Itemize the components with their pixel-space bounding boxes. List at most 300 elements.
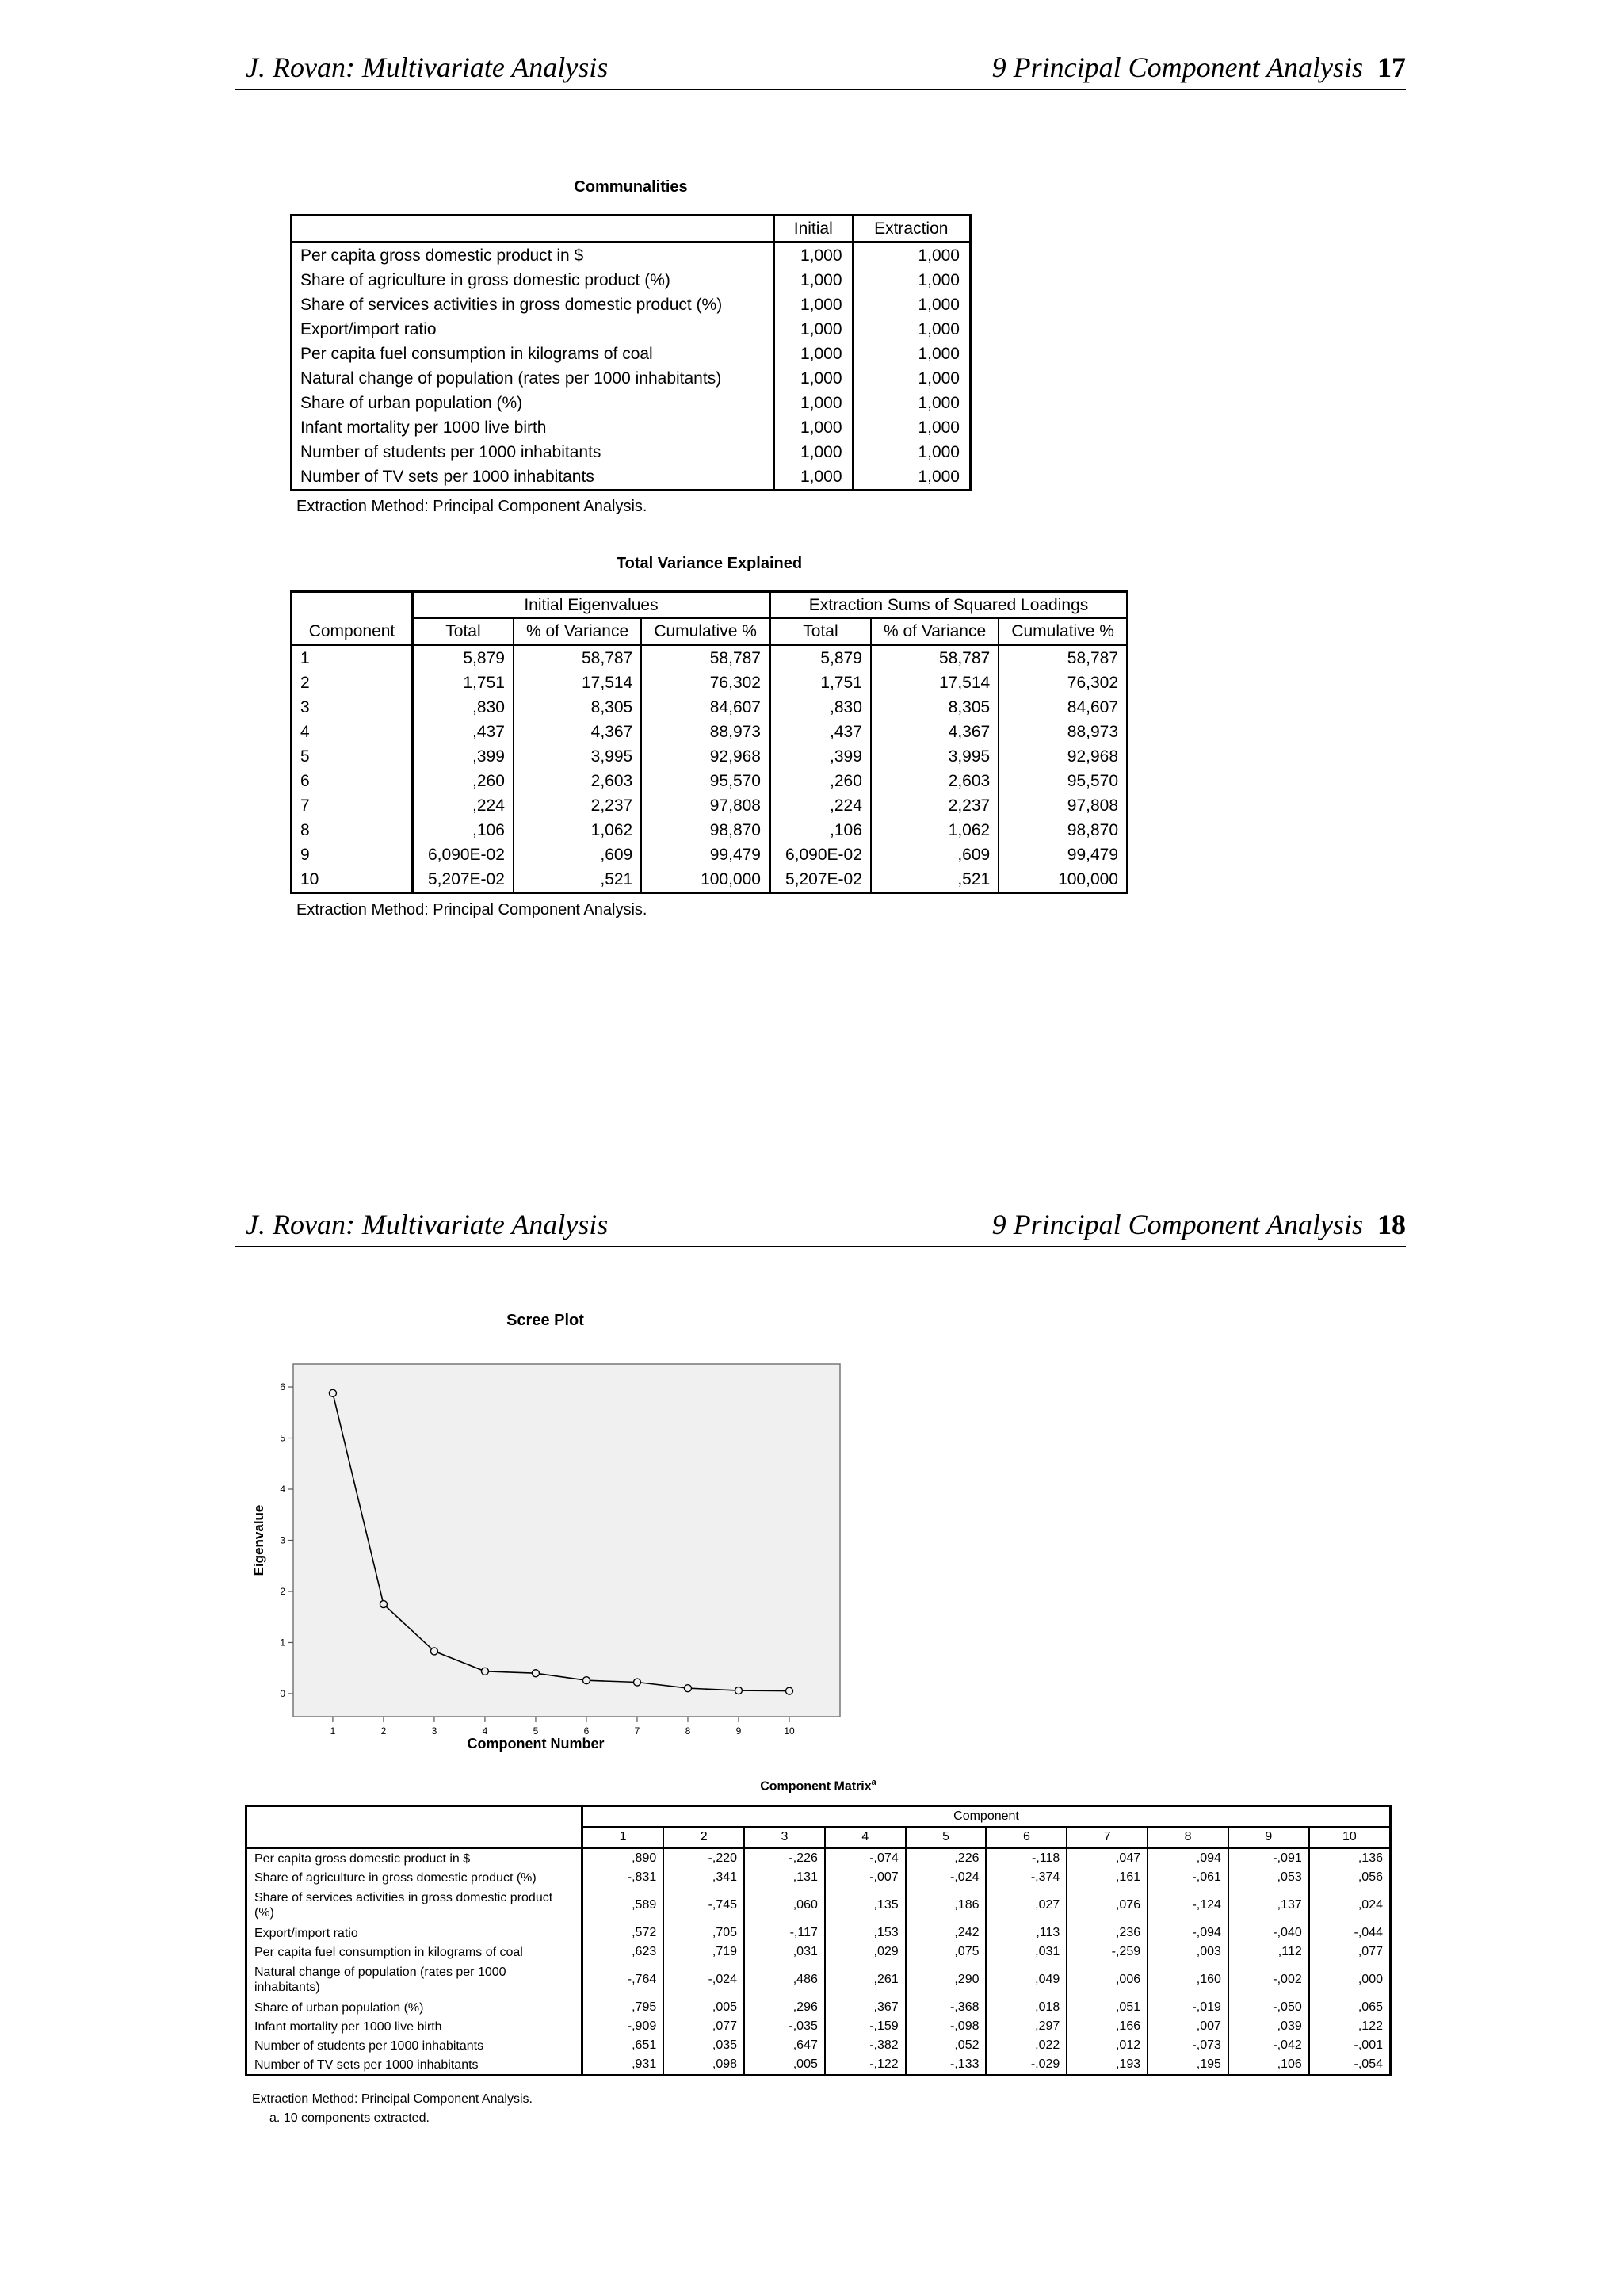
component-number: 8 xyxy=(300,821,310,839)
loading-value: ,226 xyxy=(906,1848,987,1869)
extraction-value: 1,000 xyxy=(853,292,971,317)
extraction-value: 1,000 xyxy=(853,440,971,464)
loading-value: -,054 xyxy=(1309,2055,1391,2076)
y-tick-label: 2 xyxy=(280,1585,285,1597)
initial-pct-variance: 17,514 xyxy=(514,670,641,695)
page-header-18 xyxy=(235,1190,1406,1247)
component-number: 2 xyxy=(300,674,310,692)
initial-value: 1,000 xyxy=(774,342,853,366)
y-tick-label: 4 xyxy=(280,1484,285,1496)
loading-value: ,031 xyxy=(744,1943,825,1962)
table-row xyxy=(246,1887,1391,1924)
data-point xyxy=(532,1670,539,1677)
loading-value: -,745 xyxy=(663,1887,744,1924)
x-tick-label: 5 xyxy=(533,1725,539,1736)
variance-title: Total Variance Explained xyxy=(616,555,803,572)
loading-value: ,242 xyxy=(906,1924,987,1943)
table-row xyxy=(292,243,971,269)
component-matrix-table xyxy=(245,1805,1392,2076)
row-label: Share of agriculture in gross domestic product (%) xyxy=(254,1870,537,1885)
row-label: Natural change of population (rates per 1000 inhabitants) xyxy=(254,1966,506,1994)
footnote-a-marker: a. xyxy=(269,2111,281,2125)
loading-value: -,002 xyxy=(1228,1962,1309,1998)
extraction-total: ,106 xyxy=(769,818,870,842)
row-label: Per capita gross domestic product in $ xyxy=(300,246,584,265)
col-pct-variance: % of Variance xyxy=(871,618,999,645)
extraction-value: 1,000 xyxy=(853,268,971,292)
loading-value: ,705 xyxy=(663,1924,744,1943)
component-number: 6 xyxy=(300,772,310,790)
data-point xyxy=(329,1389,336,1396)
initial-pct-variance: 58,787 xyxy=(514,645,641,671)
row-label: Infant mortality per 1000 live birth xyxy=(300,418,547,437)
header-blank xyxy=(246,1827,582,1848)
initial-value: 1,000 xyxy=(774,268,853,292)
initial-cumulative: 100,000 xyxy=(641,867,769,893)
initial-total: 5,207E-02 xyxy=(413,867,514,893)
loading-value: -,073 xyxy=(1148,2036,1228,2055)
col-component-7: 7 xyxy=(1067,1827,1148,1848)
extraction-pct-variance: 58,787 xyxy=(871,645,999,671)
loading-value: -,118 xyxy=(986,1848,1067,1869)
loading-value: ,094 xyxy=(1148,1848,1228,1869)
row-label: Share of urban population (%) xyxy=(300,394,523,412)
loading-value: ,137 xyxy=(1228,1887,1309,1924)
loading-value: -,024 xyxy=(906,1868,987,1887)
loading-value: ,160 xyxy=(1148,1962,1228,1998)
extraction-cumulative: 88,973 xyxy=(999,720,1127,744)
loading-value: -,374 xyxy=(986,1868,1067,1887)
data-point xyxy=(735,1687,742,1694)
loading-value: ,341 xyxy=(663,1868,744,1887)
component-number: 3 xyxy=(300,698,310,716)
component-number: 10 xyxy=(300,870,319,888)
col-component-4: 4 xyxy=(825,1827,906,1848)
page-number: 17 xyxy=(1377,52,1406,83)
extraction-cumulative: 95,570 xyxy=(999,769,1127,793)
page-number: 18 xyxy=(1377,1209,1406,1240)
component-number: 7 xyxy=(300,797,310,815)
loading-value: ,000 xyxy=(1309,1962,1391,1998)
scree-plot xyxy=(235,1300,853,1759)
header-right xyxy=(992,1208,1406,1241)
component-number: 9 xyxy=(300,846,310,864)
loading-value: ,003 xyxy=(1148,1943,1228,1962)
row-label: Share of services activities in gross domestic product (%) xyxy=(300,296,723,314)
component-matrix-title xyxy=(245,1778,1392,1794)
table-row xyxy=(292,818,1128,842)
loading-value: ,022 xyxy=(986,2036,1067,2055)
loading-value: ,077 xyxy=(663,2017,744,2036)
loading-value: ,031 xyxy=(986,1943,1067,1962)
component-matrix-footnote-a xyxy=(269,2111,430,2126)
component-number: 5 xyxy=(300,747,310,766)
table-row xyxy=(292,440,971,464)
extraction-cumulative: 97,808 xyxy=(999,793,1127,818)
initial-total: 1,751 xyxy=(413,670,514,695)
extraction-cumulative: 100,000 xyxy=(999,867,1127,893)
loading-value: ,112 xyxy=(1228,1943,1309,1962)
loading-value: ,195 xyxy=(1148,2055,1228,2076)
extraction-pct-variance: 4,367 xyxy=(871,720,999,744)
col-pct-variance: % of Variance xyxy=(514,618,641,645)
loading-value: -,159 xyxy=(825,2017,906,2036)
col-component-8: 8 xyxy=(1148,1827,1228,1848)
extraction-total: ,260 xyxy=(769,769,870,793)
extraction-value: 1,000 xyxy=(853,342,971,366)
table-row xyxy=(246,1868,1391,1887)
loading-value: -,050 xyxy=(1228,1998,1309,2017)
table-row xyxy=(292,292,971,317)
loading-value: -,133 xyxy=(906,2055,987,2076)
loading-value: ,136 xyxy=(1309,1848,1391,1869)
chart-title: Scree Plot xyxy=(506,1312,584,1329)
initial-pct-variance: 1,062 xyxy=(514,818,641,842)
loading-value: ,039 xyxy=(1228,2017,1309,2036)
footnote-marker: a xyxy=(871,1778,876,1787)
extraction-total: 1,751 xyxy=(769,670,870,695)
loading-value: ,589 xyxy=(582,1887,664,1924)
row-label: Share of urban population (%) xyxy=(254,2000,424,2015)
row-label: Number of students per 1000 inhabitants xyxy=(300,443,601,461)
initial-cumulative: 97,808 xyxy=(641,793,769,818)
extraction-pct-variance: 2,603 xyxy=(871,769,999,793)
loading-value: ,076 xyxy=(1067,1887,1148,1924)
col-extraction: Extraction xyxy=(853,216,971,243)
row-label: Per capita gross domestic product in $ xyxy=(254,1851,471,1866)
page-header-17 xyxy=(235,33,1406,90)
component-number: 1 xyxy=(300,649,310,667)
initial-pct-variance: ,609 xyxy=(514,842,641,867)
table-header-row xyxy=(292,592,1128,619)
data-point xyxy=(582,1677,590,1684)
col-total: Total xyxy=(769,618,870,645)
communalities-title: Communalities xyxy=(574,178,688,196)
loading-value: ,051 xyxy=(1067,1998,1148,2017)
col-component-9: 9 xyxy=(1228,1827,1309,1848)
initial-value: 1,000 xyxy=(774,440,853,464)
y-tick-label: 3 xyxy=(280,1534,285,1546)
initial-total: ,399 xyxy=(413,744,514,769)
loading-value: ,077 xyxy=(1309,1943,1391,1962)
table-row xyxy=(292,720,1128,744)
communalities-footnote: Extraction Method: Principal Component Analysis. xyxy=(296,498,647,515)
initial-total: ,224 xyxy=(413,793,514,818)
loading-value: -,029 xyxy=(986,2055,1067,2076)
row-label: Natural change of population (rates per 1000 inhabitants) xyxy=(300,369,722,388)
footnote-a-text: 10 components extracted. xyxy=(283,2111,430,2125)
initial-cumulative: 76,302 xyxy=(641,670,769,695)
loading-value: -,024 xyxy=(663,1962,744,1998)
header-author: J. Rovan: Multivariate Analysis xyxy=(246,52,609,83)
col-initial: Initial xyxy=(774,216,853,243)
initial-cumulative: 99,479 xyxy=(641,842,769,867)
extraction-cumulative: 99,479 xyxy=(999,842,1127,867)
table-header-row xyxy=(246,1827,1391,1848)
loading-value: ,106 xyxy=(1228,2055,1309,2076)
loading-value: ,049 xyxy=(986,1962,1067,1998)
row-label: Number of TV sets per 1000 inhabitants xyxy=(254,2057,479,2072)
loading-value: ,135 xyxy=(825,1887,906,1924)
x-tick-label: 2 xyxy=(380,1725,387,1736)
table-row xyxy=(246,2036,1391,2055)
loading-value: ,297 xyxy=(986,2017,1067,2036)
table-row xyxy=(292,695,1128,720)
extraction-total: ,830 xyxy=(769,695,870,720)
initial-value: 1,000 xyxy=(774,464,853,491)
loading-value: ,075 xyxy=(906,1943,987,1962)
loading-value: ,131 xyxy=(744,1868,825,1887)
loading-value: -,061 xyxy=(1148,1868,1228,1887)
extraction-value: 1,000 xyxy=(853,366,971,391)
col-component-2: 2 xyxy=(663,1827,744,1848)
extraction-total: 6,090E-02 xyxy=(769,842,870,867)
x-tick-label: 9 xyxy=(735,1725,742,1736)
loading-value: ,006 xyxy=(1067,1962,1148,1998)
extraction-pct-variance: 1,062 xyxy=(871,818,999,842)
initial-total: ,437 xyxy=(413,720,514,744)
loading-value: ,035 xyxy=(663,2036,744,2055)
initial-total: ,106 xyxy=(413,818,514,842)
y-tick-label: 0 xyxy=(280,1687,285,1699)
initial-value: 1,000 xyxy=(774,292,853,317)
data-point xyxy=(684,1685,691,1692)
table-row xyxy=(292,464,971,491)
row-label: Share of agriculture in gross domestic product (%) xyxy=(300,271,670,289)
y-axis-label: Eigenvalue xyxy=(251,1504,266,1576)
loading-value: -,382 xyxy=(825,2036,906,2055)
loading-value: -,035 xyxy=(744,2017,825,2036)
extraction-value: 1,000 xyxy=(853,243,971,269)
row-label: Export/import ratio xyxy=(254,1926,358,1940)
extraction-value: 1,000 xyxy=(853,464,971,491)
loading-value: ,166 xyxy=(1067,2017,1148,2036)
row-label: Per capita fuel consumption in kilograms of coal xyxy=(300,345,653,363)
loading-value: -,098 xyxy=(906,2017,987,2036)
y-tick-label: 5 xyxy=(280,1432,285,1444)
table-row xyxy=(292,670,1128,695)
table-row xyxy=(292,317,971,342)
data-point xyxy=(481,1668,488,1675)
extraction-pct-variance: 17,514 xyxy=(871,670,999,695)
loading-value: -,074 xyxy=(825,1848,906,1869)
loading-value: ,005 xyxy=(744,2055,825,2076)
x-tick-label: 7 xyxy=(634,1725,640,1736)
initial-pct-variance: 8,305 xyxy=(514,695,641,720)
x-tick-label: 3 xyxy=(431,1725,437,1736)
table-header-row xyxy=(246,1806,1391,1828)
row-label: Number of TV sets per 1000 inhabitants xyxy=(300,468,594,486)
extraction-cumulative: 84,607 xyxy=(999,695,1127,720)
initial-pct-variance: 4,367 xyxy=(514,720,641,744)
extraction-cumulative: 76,302 xyxy=(999,670,1127,695)
extraction-pct-variance: 2,237 xyxy=(871,793,999,818)
loading-value: ,647 xyxy=(744,2036,825,2055)
table-row xyxy=(246,2055,1391,2076)
extraction-total: 5,879 xyxy=(769,645,870,671)
loading-value: -,368 xyxy=(906,1998,987,2017)
table-row xyxy=(246,1848,1391,1869)
table-row xyxy=(246,1962,1391,1998)
initial-pct-variance: 3,995 xyxy=(514,744,641,769)
communalities-table xyxy=(290,214,972,491)
table-row xyxy=(292,867,1128,893)
initial-cumulative: 92,968 xyxy=(641,744,769,769)
row-label: Share of services activities in gross domestic product (%) xyxy=(254,1891,553,1920)
loading-value: -,259 xyxy=(1067,1943,1148,1962)
header-blank xyxy=(292,592,413,619)
initial-total: ,830 xyxy=(413,695,514,720)
header-blank xyxy=(246,1806,582,1828)
extraction-value: 1,000 xyxy=(853,391,971,415)
loading-value: ,065 xyxy=(1309,1998,1391,2017)
table-row xyxy=(246,1998,1391,2017)
initial-value: 1,000 xyxy=(774,317,853,342)
initial-value: 1,000 xyxy=(774,391,853,415)
initial-total: 5,879 xyxy=(413,645,514,671)
loading-value: ,719 xyxy=(663,1943,744,1962)
loading-value: ,122 xyxy=(1309,2017,1391,2036)
loading-value: ,623 xyxy=(582,1943,664,1962)
table-row xyxy=(292,842,1128,867)
loading-value: -,124 xyxy=(1148,1887,1228,1924)
col-component-6: 6 xyxy=(986,1827,1067,1848)
x-tick-label: 1 xyxy=(330,1725,336,1736)
loading-value: -,122 xyxy=(825,2055,906,2076)
extraction-total: ,224 xyxy=(769,793,870,818)
y-tick-label: 6 xyxy=(280,1381,285,1393)
loading-value: ,018 xyxy=(986,1998,1067,2017)
header-chapter: 9 Principal Component Analysis xyxy=(991,52,1363,83)
col-component-10: 10 xyxy=(1309,1827,1391,1848)
loading-value: -,909 xyxy=(582,2017,664,2036)
initial-cumulative: 98,870 xyxy=(641,818,769,842)
total-variance-table xyxy=(290,590,1128,894)
loading-value: ,161 xyxy=(1067,1868,1148,1887)
row-label: Per capita fuel consumption in kilograms of coal xyxy=(254,1945,523,1959)
loading-value: ,007 xyxy=(1148,2017,1228,2036)
loading-value: ,153 xyxy=(825,1924,906,1943)
header-chapter: 9 Principal Component Analysis xyxy=(991,1209,1363,1240)
loading-value: ,186 xyxy=(906,1887,987,1924)
header-author: J. Rovan: Multivariate Analysis xyxy=(246,1209,609,1240)
table-row xyxy=(246,2017,1391,2036)
extraction-total: ,399 xyxy=(769,744,870,769)
loading-value: ,029 xyxy=(825,1943,906,1962)
loading-value: -,831 xyxy=(582,1868,664,1887)
table-header-row xyxy=(292,618,1128,645)
extraction-pct-variance: 8,305 xyxy=(871,695,999,720)
loading-value: ,047 xyxy=(1067,1848,1148,1869)
extraction-pct-variance: 3,995 xyxy=(871,744,999,769)
loading-value: ,367 xyxy=(825,1998,906,2017)
row-label: Infant mortality per 1000 live birth xyxy=(254,2019,442,2034)
group-initial-eigenvalues: Initial Eigenvalues xyxy=(413,592,770,619)
col-component: Component xyxy=(292,618,413,645)
initial-value: 1,000 xyxy=(774,243,853,269)
component-matrix-title-text: Component Matrix xyxy=(760,1779,872,1794)
loading-value: ,236 xyxy=(1067,1924,1148,1943)
col-component-5: 5 xyxy=(906,1827,987,1848)
loading-value: ,193 xyxy=(1067,2055,1148,2076)
table-row xyxy=(292,793,1128,818)
loading-value: ,931 xyxy=(582,2055,664,2076)
loading-value: -,764 xyxy=(582,1962,664,1998)
plot-area xyxy=(293,1364,840,1717)
table-row xyxy=(292,645,1128,671)
loading-value: ,056 xyxy=(1309,1868,1391,1887)
loading-value: ,261 xyxy=(825,1962,906,1998)
loading-value: -,091 xyxy=(1228,1848,1309,1869)
initial-total: ,260 xyxy=(413,769,514,793)
header-right xyxy=(992,51,1406,84)
loading-value: ,651 xyxy=(582,2036,664,2055)
loading-value: -,042 xyxy=(1228,2036,1309,2055)
x-axis-label: Component Number xyxy=(467,1736,605,1752)
table-row xyxy=(246,1943,1391,1962)
loading-value: -,094 xyxy=(1148,1924,1228,1943)
component-matrix-footnote: Extraction Method: Principal Component Analysis. xyxy=(252,2092,533,2106)
col-total: Total xyxy=(413,618,514,645)
loading-value: ,296 xyxy=(744,1998,825,2017)
loading-value: ,572 xyxy=(582,1924,664,1943)
table-row xyxy=(292,415,971,440)
loading-value: ,027 xyxy=(986,1887,1067,1924)
col-component-1: 1 xyxy=(582,1827,664,1848)
initial-value: 1,000 xyxy=(774,366,853,391)
row-label: Export/import ratio xyxy=(300,320,437,338)
loading-value: ,290 xyxy=(906,1962,987,1998)
group-component: Component xyxy=(582,1806,1391,1828)
loading-value: -,044 xyxy=(1309,1924,1391,1943)
extraction-value: 1,000 xyxy=(853,317,971,342)
initial-pct-variance: 2,237 xyxy=(514,793,641,818)
loading-value: ,113 xyxy=(986,1924,1067,1943)
y-tick-label: 1 xyxy=(280,1637,285,1648)
table-row xyxy=(292,391,971,415)
variance-footnote: Extraction Method: Principal Component Analysis. xyxy=(296,901,647,919)
header-blank xyxy=(292,216,774,243)
loading-value: -,001 xyxy=(1309,2036,1391,2055)
group-extraction-sums: Extraction Sums of Squared Loadings xyxy=(769,592,1127,619)
extraction-total: 5,207E-02 xyxy=(769,867,870,893)
extraction-cumulative: 58,787 xyxy=(999,645,1127,671)
initial-cumulative: 88,973 xyxy=(641,720,769,744)
x-tick-label: 8 xyxy=(685,1725,691,1736)
table-row xyxy=(246,1924,1391,1943)
x-tick-label: 4 xyxy=(482,1725,488,1736)
initial-cumulative: 84,607 xyxy=(641,695,769,720)
table-row xyxy=(292,744,1128,769)
initial-value: 1,000 xyxy=(774,415,853,440)
loading-value: ,005 xyxy=(663,1998,744,2017)
initial-pct-variance: 2,603 xyxy=(514,769,641,793)
loading-value: ,890 xyxy=(582,1848,664,1869)
initial-total: 6,090E-02 xyxy=(413,842,514,867)
component-number: 4 xyxy=(300,723,310,741)
col-component-3: 3 xyxy=(744,1827,825,1848)
row-label: Number of students per 1000 inhabitants xyxy=(254,2038,484,2053)
extraction-cumulative: 98,870 xyxy=(999,818,1127,842)
table-row xyxy=(292,366,971,391)
data-point xyxy=(633,1679,640,1686)
data-point xyxy=(785,1687,792,1694)
loading-value: -,007 xyxy=(825,1868,906,1887)
table-row xyxy=(292,268,971,292)
loading-value: -,040 xyxy=(1228,1924,1309,1943)
loading-value: ,012 xyxy=(1067,2036,1148,2055)
extraction-value: 1,000 xyxy=(853,415,971,440)
